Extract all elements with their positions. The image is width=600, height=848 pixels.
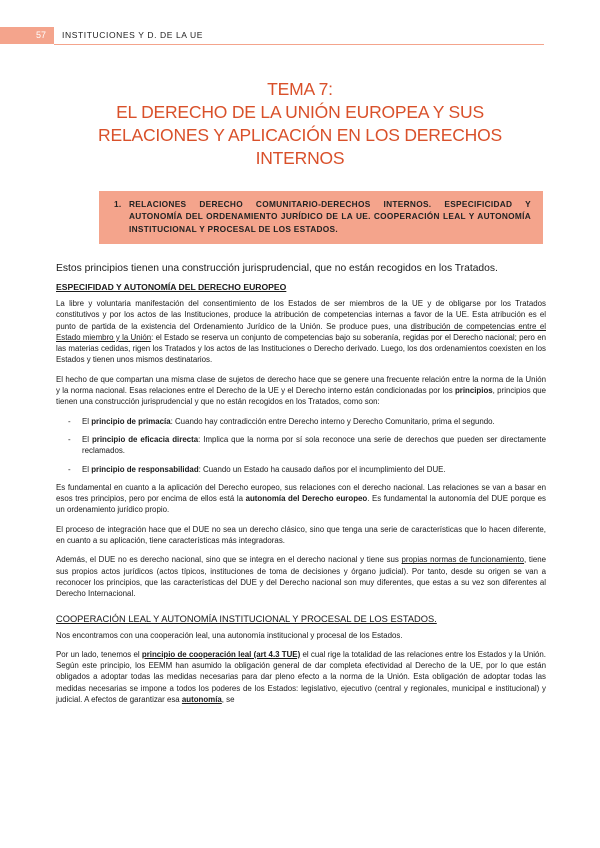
text-run: : el Estado se reserva un conjunto de competencias bajo su soberanía, regidas por el Derecho nacional; pero en las materias cedidas, rigen los Tratados y los actos de las Instituciones o Derecho derivado. Luego, los dos ordenamientos coexisten en los Estados y tienen unos mismos destinatarios. (56, 332, 546, 365)
page-number: 57 (0, 27, 54, 44)
section-number: 1. (114, 199, 122, 209)
list-item (66, 416, 546, 427)
paragraph (56, 649, 546, 705)
bold-text: principio de eficacia directa (91, 434, 199, 444)
principles-list (56, 416, 546, 475)
section-heading: RELACIONES DERECHO COMUNITARIO-DERECHOS INTERNOS. ESPECIFICIDAD Y AUTONOMÍA DEL ORDENAMIENTO JURÍDICO DE LA UE. COOPERACIÓN LEAL Y AUTONOMÍA INSTITUCIONAL Y PROCESAL DE LOS ESTADOS. (129, 199, 531, 234)
text-run: El (82, 464, 92, 474)
paragraph (56, 298, 546, 366)
text-run: : Cuando un Estado ha causado daños por el incumplimiento del DUE. (198, 464, 446, 474)
chapter-title (60, 78, 540, 170)
text-run: El hecho de que compartan una misma clase de sujetos de derecho hace que se genere una frecuente relación entre la norma de la Unión y la norma nacional. Esas relaciones entre el Derecho de la UE y el Derecho interno están condicionadas por los (56, 374, 546, 396)
bold-text: principio de responsabilidad (91, 464, 199, 474)
title-line-2: EL DERECHO DE LA UNIÓN EUROPEA Y SUS (116, 102, 484, 122)
text-run: : Implica que la norma por sí sola reconoce una serie de derechos que pueden ser directamente reclamados. (82, 434, 546, 456)
text-run: . Es fundamental la autonomía del DUE porque es un ordenamiento jurídico propio. (56, 494, 547, 515)
text-run: el cual rige la totalidad de las relaciones entre los Estados y la Unión. Según este principio, los EEMM han asumido la obligación general de dar completa efectividad al Derecho de la UE, por lo que están obligados a adoptar todas las medidas necesarias para dar pleno efecto a la norma de la Unión. Esta obligación de adoptar todas las medidas necesarias se impone a todos los poderes de los Estados: legislativo, ejecutivo (central y regionales, municipal e institucional) y judicial. A efectos de garantizar esa (56, 649, 546, 705)
section-heading-box (99, 191, 543, 244)
text-run: , principios que tienen una construcción jurisprudencial y que no están recogidos en los Tratados, como son: (56, 386, 546, 407)
text-run: , se (221, 695, 235, 705)
underlined-text: propias normas de funcionamiento (401, 555, 525, 565)
text-run: Además, el DUE no es derecho nacional, sino que se integra en el derecho nacional y tiene sus (56, 555, 402, 565)
text-run: Por un lado, tenemos el (56, 649, 142, 659)
text-run: , tiene sus propios actos jurídicos (actos típicos, instituciones de toma de decisiones y órgano judicial). Por tanto, desde su origen se van a reconocer los principios, que las características del DUE y del Derecho nacional son muy diferentes, que estas a su vez son diferentes al Derecho Internacional. (56, 555, 547, 599)
text-run: Es fundamental en cuanto a la aplicación del Derecho europeo, sus relaciones con el derecho nacional. Las relaciones se van a basar en esos tres principios, pero por encima de ellos está la (56, 482, 546, 504)
list-item (66, 434, 546, 457)
list-item (66, 464, 546, 475)
bold-underlined-text: principio de cooperación leal (art 4.3 TUE) (141, 649, 301, 659)
title-line-4: INTERNOS (255, 148, 345, 168)
underlined-text: distribución de competencias entre el Estado miembro y la Unión (56, 321, 546, 342)
text-run: La libre y voluntaria manifestación del consentimiento de los Estados de ser miembros de la UE y de obligarse por los Tratados constitutivos y por los actos de las Instituciones, produce la atribución de competencias internas a favor de la UE. Esta atribución es el punto de partida de la existencia del Ordenamiento Jurídico de la Unión. Se produce pues, una (56, 299, 546, 331)
paragraph (56, 554, 546, 599)
paragraph (56, 482, 546, 516)
subsection-heading-especifidad: ESPECIFIDAD Y AUTONOMÍA DEL DERECHO EUROPEO (56, 282, 287, 292)
body-content (56, 262, 546, 713)
header-rule (54, 44, 544, 45)
paragraph (56, 374, 546, 408)
subsection-heading-cooperacion: COOPERACIÓN LEAL Y AUTONOMÍA INSTITUCIONAL Y PROCESAL DE LOS ESTADOS. (56, 613, 437, 624)
paragraph: Nos encontramos con una cooperación leal, una autonomía institucional y procesal de los Estados. (56, 630, 403, 640)
title-line-1: TEMA 7: (267, 79, 333, 99)
bold-underlined-text: autonomía (181, 695, 222, 705)
title-line-3: RELACIONES Y APLICACIÓN EN LOS DERECHOS (98, 125, 502, 145)
text-run: El (82, 416, 92, 426)
running-title: INSTITUCIONES Y D. DE LA UE (62, 30, 204, 40)
bold-text: autonomía del Derecho europeo (245, 494, 368, 504)
page-header (0, 27, 600, 45)
intro-paragraph: Estos principios tienen una construcción jurisprudencial, que no están recogidos en los Tratados. (56, 263, 498, 274)
text-run: El (82, 434, 92, 444)
paragraph: El proceso de integración hace que el DUE no sea un derecho clásico, sino que tenga una serie de características que lo hacen diferente, en cuanto a su aplicación, tiene características más integradoras. (56, 524, 546, 546)
text-run: : Cuando hay contradicción entre Derecho interno y Derecho Comunitario, prima el segundo. (170, 416, 495, 426)
bold-text: principios (454, 386, 493, 396)
bold-text: principio de primacía (91, 416, 171, 426)
